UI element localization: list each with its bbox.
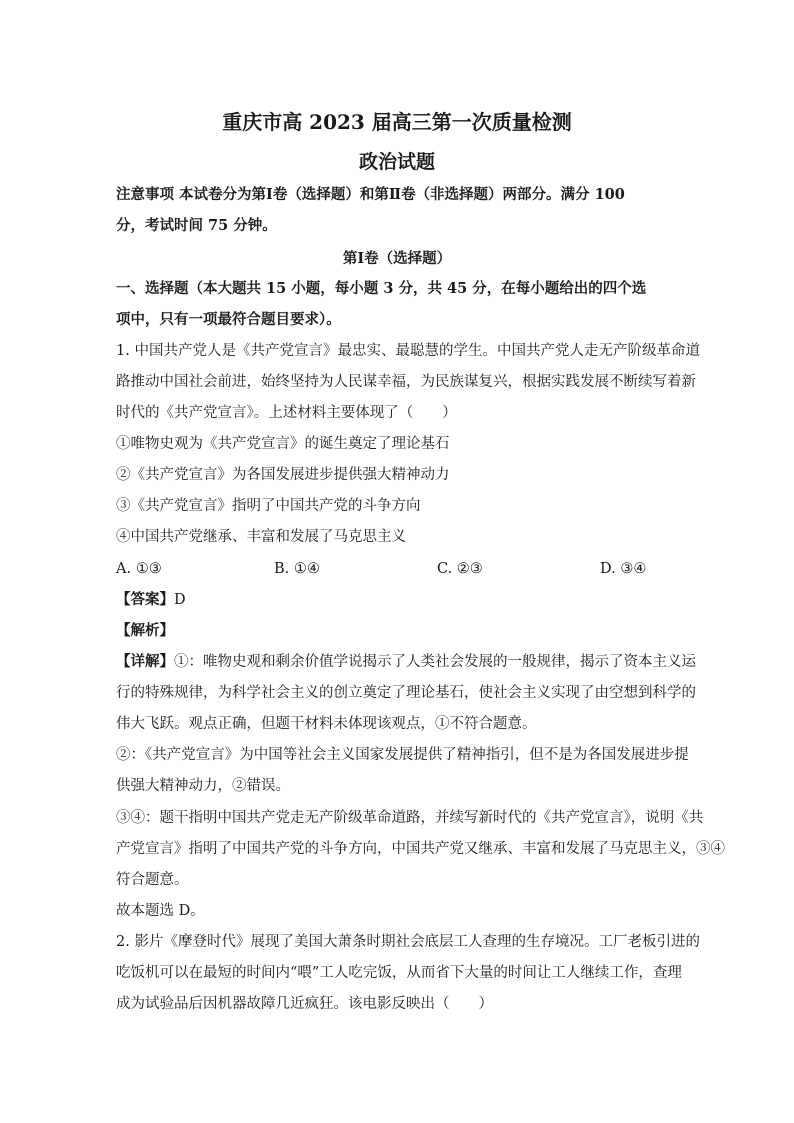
q1-stem-line-3: 时代的《共产党宣言》。上述材料主要体现了（ ） <box>116 405 457 421</box>
q1-detail-line-2: 行的特殊规律，为科学社会主义的创立奠定了理论基石，使社会主义实现了由空想到科学的 <box>116 685 696 701</box>
q2-stem-line-2: 吃饭机可以在最短的时间内“喂”工人吃完饭，从而省下大量的时间让工人继续工作，查理 <box>116 965 682 981</box>
part1-title: 第Ⅰ卷（选择题） <box>342 250 452 267</box>
q1-statement-4: ④中国共产党继承、丰富和发展了马克思主义 <box>116 529 406 545</box>
analysis-tag: 【解析】 <box>116 622 174 639</box>
q1-stem-line-2: 路推动中国社会前进，始终坚持为人民谋幸福，为民族谋复兴，根据实践发展不断续写着新 <box>116 374 696 390</box>
q1-conclusion: 故本题选 D。 <box>116 903 205 919</box>
notice-line-1: 注意事项 本试卷分为第Ⅰ卷（选择题）和第Ⅱ卷（非选择题）两部分。满分 100 <box>116 186 625 203</box>
answer-tag: 【答案】 <box>116 591 174 608</box>
q1-detail-line-6: ③④：题干指明中国共产党走无产阶级革命道路，并续写新时代的《共产党宣言》，说明《共 <box>116 810 704 826</box>
q1-option-d: D. ③④ <box>600 561 647 577</box>
q1-option-c: C. ②③ <box>437 561 483 577</box>
detail-text-1: ①：唯物史观和剩余价值学说揭示了人类社会发展的一般规律，揭示了资本主义运 <box>174 654 696 670</box>
q1-detail-line-7: 产党宣言》指明了中国共产党的斗争方向，中国共产党又继承、丰富和发展了马克思主义，③④ <box>116 841 725 857</box>
q1-detail-line-1 <box>116 652 696 672</box>
q1-detail-line-8: 符合题意。 <box>116 872 189 888</box>
q1-option-b: B. ①④ <box>274 561 320 577</box>
q2-stem-line-1: 2. 影片《摩登时代》展现了美国大萧条时期社会底层工人查理的生存境况。工厂老板引进的 <box>116 934 700 950</box>
exam-title: 重庆市高 2023 届高三第一次质量检测 <box>222 110 572 134</box>
q1-analysis-tag <box>116 621 682 641</box>
q2-stem-line-3: 成为试验品后因机器故障几近疯狂。该电影反映出（ ） <box>116 996 493 1012</box>
q1-detail-line-5: 供强大精神动力，②错误。 <box>116 778 290 794</box>
q1-option-a: A. ①③ <box>116 561 162 577</box>
detail-tag: 【详解】 <box>116 653 174 670</box>
q1-statement-3: ③《共产党宣言》指明了中国共产党的斗争方向 <box>116 498 421 514</box>
notice-line-2: 分，考试时间 75 分钟。 <box>116 217 277 234</box>
q1-answer <box>116 590 682 610</box>
answer-value: D <box>174 592 186 608</box>
q1-statement-2: ②《共产党宣言》为各国发展进步提供强大精神动力 <box>116 467 450 483</box>
q1-detail-line-4: ②：《共产党宣言》为中国等社会主义国家发展提供了精神指引，但不是为各国发展进步提 <box>116 747 689 763</box>
section-instructions-1: 一、选择题（本大题共 15 小题，每小题 3 分，共 45 分，在每小题给出的四个选 <box>116 280 647 297</box>
q1-detail-line-3: 伟大飞跃。观点正确，但题干材料未体现该观点，①不符合题意。 <box>116 716 537 732</box>
q1-statement-1: ①唯物史观为《共产党宣言》的诞生奠定了理论基石 <box>116 436 450 452</box>
exam-subtitle: 政治试题 <box>358 151 435 173</box>
q1-stem-line-1: 1. 中国共产党人是《共产党宣言》最忠实、最聪慧的学生。中国共产党人走无产阶级革命道 <box>116 343 700 359</box>
section-instructions-2: 项中，只有一项最符合题目要求）。 <box>116 311 341 328</box>
